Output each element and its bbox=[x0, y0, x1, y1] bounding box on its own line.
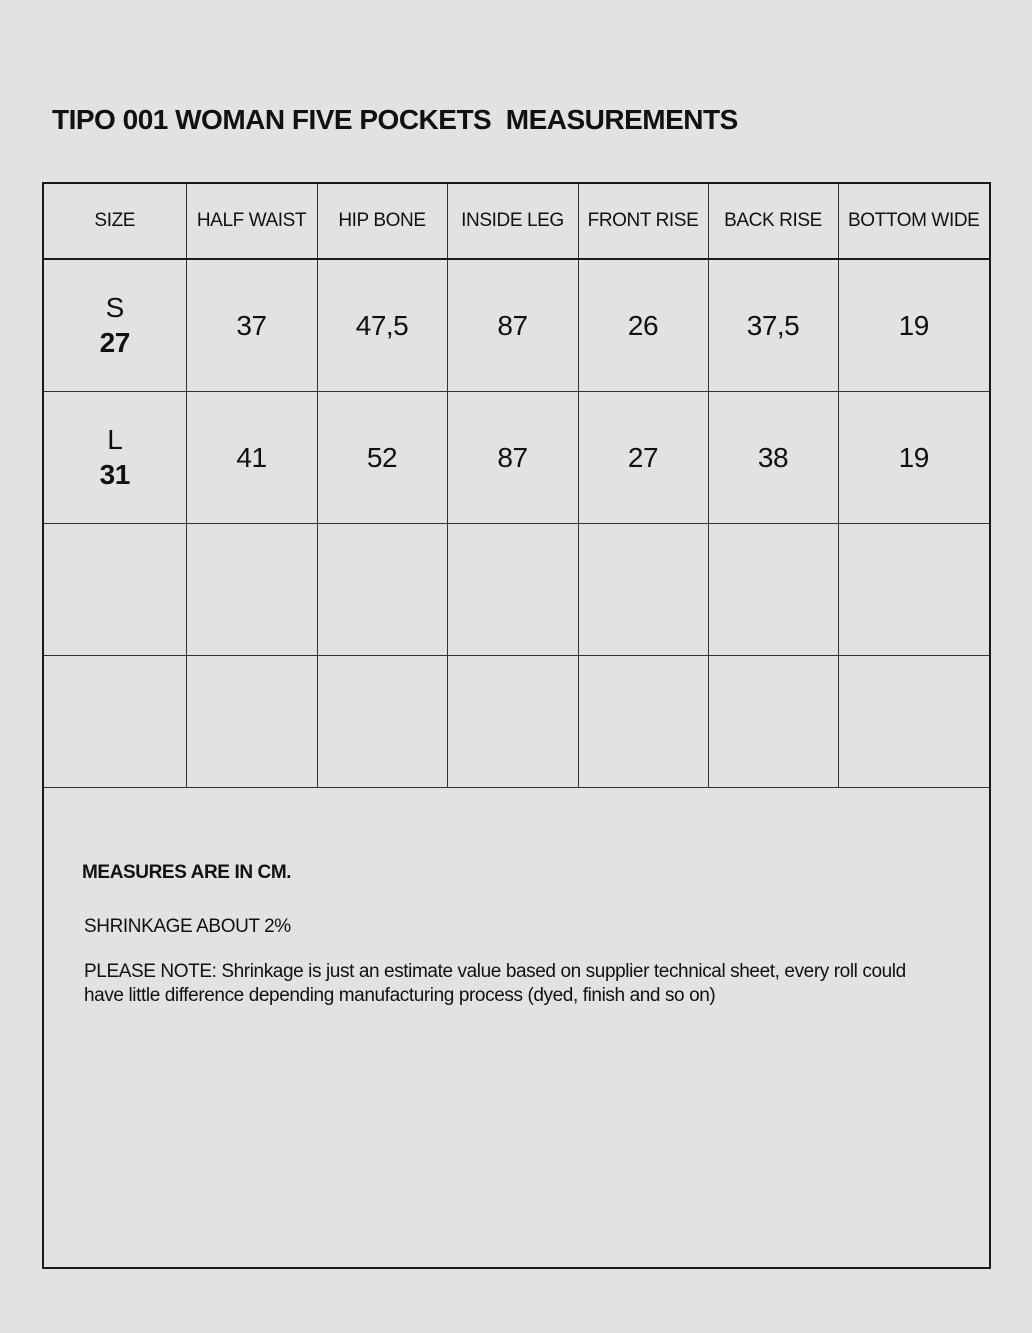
empty-cell bbox=[447, 656, 578, 788]
front-rise-value: 26 bbox=[578, 259, 708, 392]
back-rise-value: 37,5 bbox=[708, 259, 838, 392]
measurement-sheet bbox=[42, 182, 991, 1269]
size-letter: S bbox=[105, 291, 124, 323]
size-cell bbox=[44, 259, 186, 392]
hip-bone-value: 52 bbox=[317, 392, 447, 524]
size-number: 27 bbox=[99, 326, 130, 358]
units-note: MEASURES ARE IN CM. bbox=[82, 862, 292, 883]
please-note-text: PLEASE NOTE: Shrinkage is just an estimate value based on supplier technical sheet, every roll could have little difference depending manufacturing process (dyed, finish and so on) bbox=[84, 961, 906, 1006]
empty-cell bbox=[186, 524, 317, 656]
size-letter: L bbox=[107, 423, 123, 455]
table-row-empty bbox=[44, 656, 989, 788]
header-half-waist: HALF WAIST bbox=[186, 184, 317, 259]
hip-bone-value: 47,5 bbox=[317, 259, 447, 392]
size-number: 31 bbox=[99, 458, 130, 490]
header-size: SIZE bbox=[44, 184, 186, 259]
table-row-size-l bbox=[44, 392, 989, 524]
front-rise-value: 27 bbox=[578, 392, 708, 524]
empty-cell bbox=[44, 656, 186, 788]
header-front-rise: FRONT RISE bbox=[578, 184, 708, 259]
bottom-wide-value: 19 bbox=[838, 259, 989, 392]
size-cell bbox=[44, 392, 186, 524]
table-row-size-s bbox=[44, 259, 989, 392]
empty-cell bbox=[578, 524, 708, 656]
empty-cell bbox=[44, 524, 186, 656]
page-title: TIPO 001 WOMAN FIVE POCKETS MEASUREMENTS bbox=[52, 104, 738, 135]
table-row-empty bbox=[44, 524, 989, 656]
bottom-wide-value: 19 bbox=[838, 392, 989, 524]
empty-cell bbox=[317, 524, 447, 656]
half-waist-value: 37 bbox=[186, 259, 317, 392]
notes-section bbox=[82, 862, 942, 1008]
empty-cell bbox=[317, 656, 447, 788]
empty-cell bbox=[708, 524, 838, 656]
back-rise-value: 38 bbox=[708, 392, 838, 524]
empty-cell bbox=[838, 524, 989, 656]
empty-cell bbox=[838, 656, 989, 788]
shrinkage-note: SHRINKAGE ABOUT 2% bbox=[84, 916, 291, 937]
half-waist-value: 41 bbox=[186, 392, 317, 524]
header-back-rise: BACK RISE bbox=[708, 184, 838, 259]
empty-cell bbox=[186, 656, 317, 788]
inside-leg-value: 87 bbox=[447, 392, 578, 524]
header-inside-leg: INSIDE LEG bbox=[447, 184, 578, 259]
empty-cell bbox=[447, 524, 578, 656]
header-hip-bone: HIP BONE bbox=[317, 184, 447, 259]
empty-cell bbox=[708, 656, 838, 788]
measurement-table bbox=[44, 184, 989, 788]
table-header-row bbox=[44, 184, 989, 259]
empty-cell bbox=[578, 656, 708, 788]
header-bottom-wide: BOTTOM WIDE bbox=[838, 184, 989, 259]
inside-leg-value: 87 bbox=[447, 259, 578, 392]
